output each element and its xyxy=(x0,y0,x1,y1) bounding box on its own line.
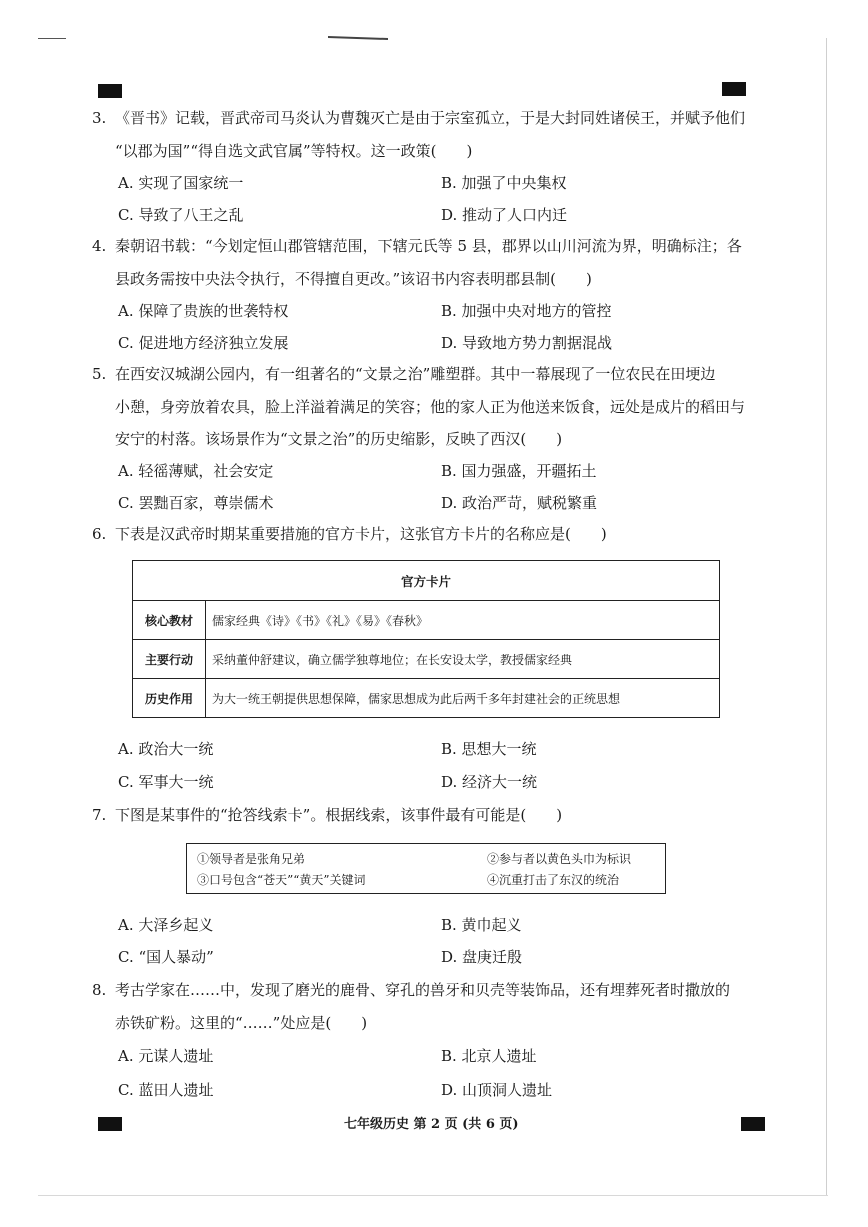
option-a[interactable]: A. 元谋人遗址 xyxy=(118,1047,214,1065)
question-text: 在西安汉城湖公园内，有一组著名的“文景之治”雕塑群。其中一幕展现了一位农民在田埂边 xyxy=(115,365,716,383)
question-text: 下表是汉武帝时期某重要措施的官方卡片，这张官方卡片的名称应是( ) xyxy=(115,525,607,543)
row-label: 主要行动 xyxy=(133,640,206,679)
question-number: 4. xyxy=(92,237,107,255)
option-c[interactable]: C. 导致了八王之乱 xyxy=(118,206,244,224)
page-footer: 七年级历史 第 2 页 (共 6 页) xyxy=(344,1117,519,1132)
page-edge xyxy=(826,38,827,1196)
option-d[interactable]: D. 导致地方势力割据混战 xyxy=(441,334,613,352)
option-c[interactable]: C. “国人暴动” xyxy=(118,948,214,966)
clue-card xyxy=(186,843,666,894)
clue-item: ②参与者以黄色头巾为标识 xyxy=(487,852,632,866)
question-text: 县政务需按中央法令执行，不得擅自更改。”该诏书内容表明郡县制( ) xyxy=(115,270,592,288)
option-a[interactable]: A. 实现了国家统一 xyxy=(118,174,244,192)
option-d[interactable]: D. 推动了人口内迁 xyxy=(441,206,568,224)
official-card-table xyxy=(132,560,720,718)
question-number: 3. xyxy=(92,109,107,127)
question-number: 8. xyxy=(92,981,107,999)
registration-mark xyxy=(722,82,746,96)
option-d[interactable]: D. 盘庚迁殷 xyxy=(441,948,523,966)
option-b[interactable]: B. 加强了中央集权 xyxy=(441,174,567,192)
option-a[interactable]: A. 保障了贵族的世袭特权 xyxy=(118,302,289,320)
question-text: 《晋书》记载，晋武帝司马炎认为曹魏灭亡是由于宗室孤立，于是大封同姓诸侯王，并赋予他们 xyxy=(115,109,746,127)
row-content: 儒家经典《诗》《书》《礼》《易》《春秋》 xyxy=(206,601,720,640)
option-c[interactable]: C. 罢黜百家，尊崇儒术 xyxy=(118,494,274,512)
option-b[interactable]: B. 北京人遗址 xyxy=(441,1047,537,1065)
question-text: “以郡为国”“得自选文武官属”等特权。这一政策( ) xyxy=(115,142,473,160)
table-row xyxy=(133,679,720,718)
option-c[interactable]: C. 军事大一统 xyxy=(118,773,214,791)
registration-mark xyxy=(98,84,122,98)
registration-mark xyxy=(741,1117,765,1131)
question-number: 5. xyxy=(92,365,107,383)
option-a[interactable]: A. 政治大一统 xyxy=(118,740,214,758)
table-row xyxy=(133,640,720,679)
option-a[interactable]: A. 轻徭薄赋，社会安定 xyxy=(118,462,274,480)
question-number: 6. xyxy=(92,525,107,543)
option-b[interactable]: B. 加强中央对地方的管控 xyxy=(441,302,612,320)
question-text: 秦朝诏书载：“今划定恒山郡管辖范围，下辖元氏等 5 县，郡界以山川河流为界，明确标注；各 xyxy=(115,237,742,255)
clue-item: ④沉重打击了东汉的统治 xyxy=(487,873,620,887)
row-content: 采纳董仲舒建议，确立儒学独尊地位；在长安设太学，教授儒家经典 xyxy=(206,640,720,679)
question-text: 安宁的村落。该场景作为“文景之治”的历史缩影，反映了西汉( ) xyxy=(115,430,563,448)
option-c[interactable]: C. 蓝田人遗址 xyxy=(118,1081,214,1099)
scan-artifact xyxy=(328,36,388,40)
question-number: 7. xyxy=(92,806,107,824)
question-text: 考古学家在……中，发现了磨光的鹿骨、穿孔的兽牙和贝壳等装饰品，还有埋葬死者时撒放的 xyxy=(115,981,731,999)
registration-mark xyxy=(98,1117,122,1131)
question-text: 小憩，身旁放着农具，脸上洋溢着满足的笑容；他的家人正为他送来饭食，远处是成片的稻田与 xyxy=(115,398,746,416)
question-text: 赤铁矿粉。这里的“……”处应是( ) xyxy=(115,1014,368,1032)
option-a[interactable]: A. 大泽乡起义 xyxy=(118,916,214,934)
page-edge xyxy=(38,1195,828,1196)
question-text: 下图是某事件的“抢答线索卡”。根据线索，该事件最有可能是( ) xyxy=(115,806,563,824)
option-d[interactable]: D. 政治严苛，赋税繁重 xyxy=(441,494,598,512)
card-title: 官方卡片 xyxy=(133,561,720,601)
scan-artifact xyxy=(38,38,66,39)
option-b[interactable]: B. 思想大一统 xyxy=(441,740,537,758)
option-b[interactable]: B. 国力强盛，开疆拓土 xyxy=(441,462,597,480)
option-c[interactable]: C. 促进地方经济独立发展 xyxy=(118,334,289,352)
option-d[interactable]: D. 山顶洞人遗址 xyxy=(441,1081,553,1099)
row-label: 核心教材 xyxy=(133,601,206,640)
row-label: 历史作用 xyxy=(133,679,206,718)
clue-item: ③口号包含“苍天”“黄天”关键词 xyxy=(197,873,366,887)
row-content: 为大一统王朝提供思想保障，儒家思想成为此后两千多年封建社会的正统思想 xyxy=(206,679,720,718)
option-b[interactable]: B. 黄巾起义 xyxy=(441,916,522,934)
clue-item: ①领导者是张角兄弟 xyxy=(197,852,306,866)
table-row xyxy=(133,601,720,640)
option-d[interactable]: D. 经济大一统 xyxy=(441,773,538,791)
